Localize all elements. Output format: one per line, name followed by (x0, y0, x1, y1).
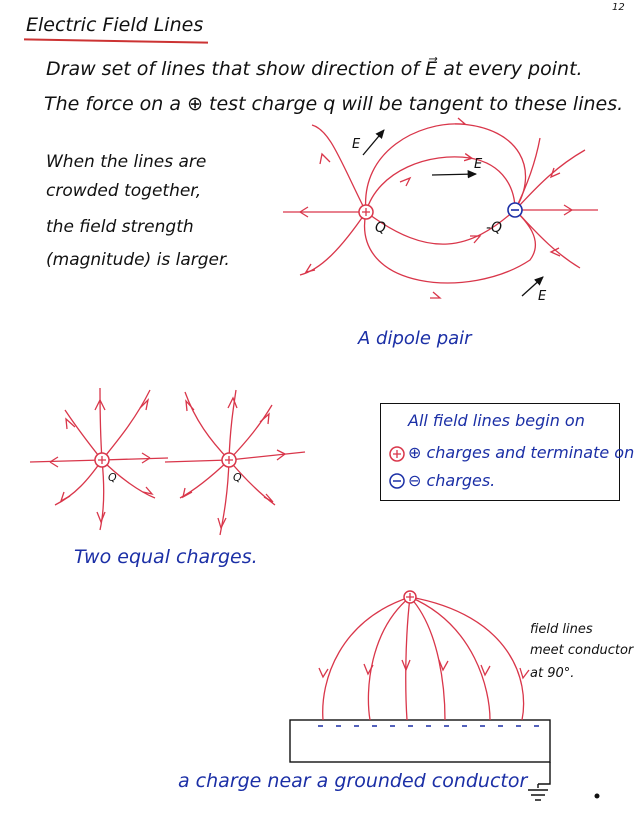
equal-charges-diagram (30, 388, 305, 535)
conductor-slab (290, 720, 550, 762)
conductor-caption: a charge near a grounded conductor (178, 770, 528, 792)
field-label: E (352, 137, 361, 152)
conductor-diagram (290, 591, 550, 800)
charge-label: Q (108, 471, 117, 484)
dipole-diagram (283, 118, 598, 298)
intro-line-1: Draw set of lines that show direction of E⃗ at every point. (46, 58, 583, 80)
dipole-field-line (515, 210, 580, 268)
intro-line-2: The force on a ⊕ test charge q will be tangent to these lines. (44, 93, 624, 115)
crowding-note-line-4: (magnitude) is larger. (46, 250, 230, 270)
dipole-field-line (366, 124, 526, 212)
charge-label: -Q (486, 220, 503, 236)
dipole-charges (359, 203, 522, 219)
conductor-note-line-1: field lines (530, 622, 593, 637)
rule-line-2: ⊕ charges and terminate on (408, 443, 635, 462)
crowding-note-line-3: the field strength (46, 217, 194, 237)
dipole-field-line (365, 210, 536, 283)
conductor-note-line-3: at 90°. (530, 666, 575, 681)
dipole-field-line (366, 157, 515, 212)
field-vector-arrow (363, 130, 384, 155)
equal-charges-caption: Two equal charges. (74, 546, 258, 568)
rule-line-3: ⊖ charges. (408, 471, 496, 490)
rule-line-1: All field lines begin on (408, 411, 585, 430)
ink-dot (595, 794, 600, 799)
conductor-note-line-2: meet conductor (530, 643, 634, 658)
page-number: 12 (612, 2, 625, 13)
ground-symbol (528, 762, 550, 800)
page-title: Electric Field Lines (26, 14, 204, 36)
dipole-caption: A dipole pair (358, 328, 472, 349)
field-label: E (474, 157, 483, 172)
field-vector-arrow (432, 174, 476, 175)
crowding-note-line-2: crowded together, (46, 181, 202, 201)
crowding-note-line-1: When the lines are (46, 152, 207, 172)
field-label: E (538, 289, 547, 304)
charge-label: Q (375, 220, 387, 236)
charge-label: Q (233, 471, 242, 484)
conductor-field-lines (319, 597, 529, 720)
dipole-field-line (515, 138, 540, 210)
